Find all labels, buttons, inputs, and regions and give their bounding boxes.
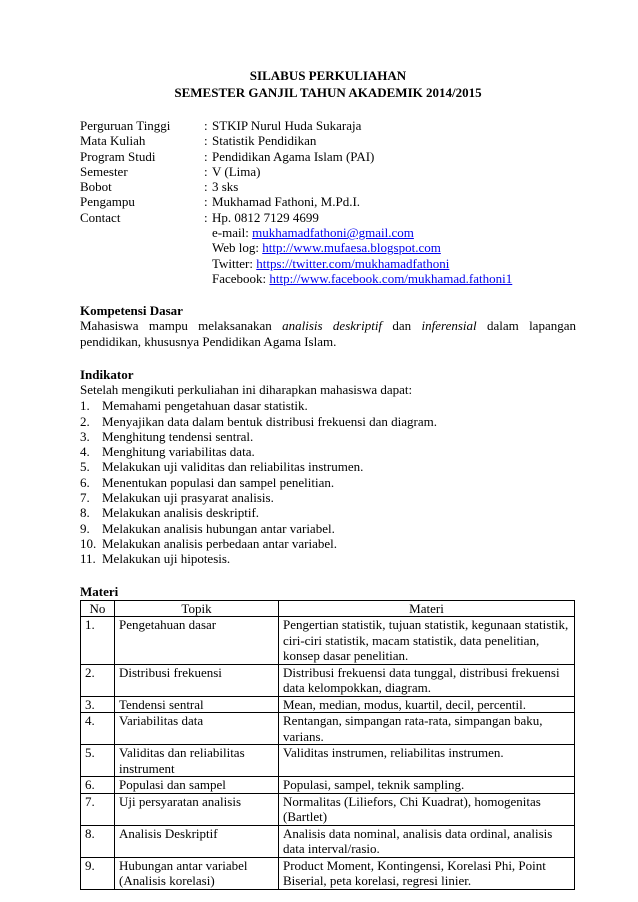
cell-topik: Uji persyaratan analisis xyxy=(115,793,279,825)
cell-materi: Pengertian statistik, tujuan statistik, kegunaan statistik, ciri-ciri statistik, macam statistik, data penelitian, konsep dasar penelitian. xyxy=(279,617,575,665)
cell-no: 9. xyxy=(81,857,115,889)
info-label: Pengampu xyxy=(80,194,135,210)
email-label: e-mail: xyxy=(212,225,249,241)
info-row-contact xyxy=(80,210,576,225)
contact-twitter xyxy=(80,256,576,271)
list-item xyxy=(80,444,576,459)
list-item-text: Melakukan uji hipotesis. xyxy=(102,551,231,567)
list-item xyxy=(80,414,576,429)
indikator-list xyxy=(80,398,576,566)
indikator-intro: Setelah mengikuti perkuliahan ini diharapkan mahasiswa dapat: xyxy=(80,382,413,398)
info-label: Mata Kuliah xyxy=(80,133,146,149)
info-separator: : xyxy=(204,194,208,210)
kompetensi-text xyxy=(80,318,576,350)
cell-topik: Analisis Deskriptif xyxy=(115,825,279,857)
kompetensi-text-pre: Mahasiswa mampu melaksanakan xyxy=(80,318,283,334)
contact-weblog xyxy=(80,240,576,255)
info-value: 3 sks xyxy=(212,179,239,195)
info-label: Bobot xyxy=(80,179,112,195)
list-item xyxy=(80,521,576,536)
cell-topik: Hubungan antar variabel (Analisis korelasi) xyxy=(115,857,279,889)
cell-no: 5. xyxy=(81,745,115,777)
table-row xyxy=(81,664,575,696)
info-value: Mukhamad Fathoni, M.Pd.I. xyxy=(212,194,361,210)
contact-email xyxy=(80,225,576,240)
list-item-number: 4. xyxy=(80,444,90,460)
info-value: V (Lima) xyxy=(212,163,261,179)
cell-topik: Validitas dan reliabilitas instrument xyxy=(115,745,279,777)
list-item xyxy=(80,429,576,444)
cell-materi: Validitas instrumen, reliabilitas instrumen. xyxy=(279,745,575,777)
list-item xyxy=(80,475,576,490)
cell-no: 3. xyxy=(81,696,115,713)
email-link[interactable]: mukhamadfathoni@gmail.com xyxy=(252,225,414,241)
kompetensi-em-inferential: inferensial xyxy=(421,318,477,334)
table-row xyxy=(81,617,575,665)
list-item xyxy=(80,551,576,566)
twitter-label: Twitter: xyxy=(212,255,253,271)
cell-materi: Distribusi frekuensi data tunggal, distribusi frekuensi data kelompokkan, diagram. xyxy=(279,664,575,696)
cell-topik: Tendensi sentral xyxy=(115,696,279,713)
list-item-number: 3. xyxy=(80,428,90,444)
contact-facebook xyxy=(80,271,576,286)
title-line-1: SILABUS PERKULIAHAN xyxy=(249,68,407,83)
list-item xyxy=(80,536,576,551)
cell-topik: Pengetahuan dasar xyxy=(115,617,279,665)
info-separator: : xyxy=(204,163,208,179)
list-item-number: 8. xyxy=(80,505,90,521)
table-row xyxy=(81,777,575,794)
cell-materi: Normalitas (Liliefors, Chi Kuadrat), homogenitas (Bartlet) xyxy=(279,793,575,825)
title-line-2: SEMESTER GANJIL TAHUN AKADEMIK 2014/2015 xyxy=(174,85,482,100)
info-separator: : xyxy=(204,133,208,149)
info-separator: : xyxy=(204,148,208,164)
weblog-label: Web log: xyxy=(212,240,259,256)
info-label: Contact xyxy=(80,209,121,225)
info-row-course xyxy=(80,133,576,148)
kompetensi-text-post: dalam lapangan pendidikan, khususnya Pendidikan Agama Islam. xyxy=(80,318,576,350)
facebook-label: Facebook: xyxy=(212,270,267,286)
document-title xyxy=(80,68,576,101)
cell-no: 4. xyxy=(81,713,115,745)
table-row xyxy=(81,793,575,825)
info-label: Semester xyxy=(80,163,128,179)
cell-no: 8. xyxy=(81,825,115,857)
list-item-number: 10. xyxy=(80,535,97,551)
info-label: Program Studi xyxy=(80,148,156,164)
info-separator: : xyxy=(204,179,208,195)
info-row-lecturer xyxy=(80,194,576,209)
column-header-topik: Topik xyxy=(115,600,279,617)
kompetensi-em-descriptive: analisis deskriptif xyxy=(282,318,383,334)
list-item-number: 2. xyxy=(80,413,90,429)
kompetensi-text-mid: dan xyxy=(382,318,422,334)
kompetensi-heading: Kompetensi Dasar xyxy=(80,303,183,319)
info-row-credits xyxy=(80,179,576,194)
cell-no: 1. xyxy=(81,617,115,665)
list-item-text: Melakukan analisis deskriptif. xyxy=(102,505,260,521)
list-item-text: Menyajikan data dalam bentuk distribusi frekuensi dan diagram. xyxy=(102,413,438,429)
info-row-program xyxy=(80,149,576,164)
list-item-number: 9. xyxy=(80,520,90,536)
cell-materi: Rentangan, simpangan rata-rata, simpangan baku, varians. xyxy=(279,713,575,745)
list-item-text: Melakukan uji validitas dan reliabilitas instrumen. xyxy=(102,459,364,475)
list-item xyxy=(80,398,576,413)
info-separator: : xyxy=(204,118,208,133)
table-header-row xyxy=(81,600,575,617)
list-item xyxy=(80,490,576,505)
table-row xyxy=(81,713,575,745)
cell-materi: Analisis data nominal, analisis data ordinal, analisis data interval/rasio. xyxy=(279,825,575,857)
indikator-heading: Indikator xyxy=(80,367,134,383)
cell-topik: Populasi dan sampel xyxy=(115,777,279,794)
list-item-text: Menghitung variabilitas data. xyxy=(102,444,255,460)
cell-topik: Variabilitas data xyxy=(115,713,279,745)
cell-no: 6. xyxy=(81,777,115,794)
info-label: Perguruan Tinggi xyxy=(80,118,171,133)
cell-topik: Distribusi frekuensi xyxy=(115,664,279,696)
info-value: Pendidikan Agama Islam (PAI) xyxy=(212,148,375,164)
info-value: Hp. 0812 7129 4699 xyxy=(212,209,319,225)
list-item-text: Menghitung tendensi sentral. xyxy=(102,428,254,444)
column-header-materi: Materi xyxy=(279,600,575,617)
list-item-text: Menentukan populasi dan sampel penelitian. xyxy=(102,474,335,490)
materi-heading: Materi xyxy=(80,583,119,599)
materi-table xyxy=(80,600,575,890)
list-item-number: 6. xyxy=(80,474,90,490)
cell-materi: Mean, median, modus, kuartil, decil, percentil. xyxy=(279,696,575,713)
info-row-institution xyxy=(80,118,576,133)
table-row xyxy=(81,825,575,857)
course-info xyxy=(80,118,576,286)
table-row xyxy=(81,857,575,889)
list-item-text: Melakukan analisis hubungan antar variabel. xyxy=(102,520,335,536)
facebook-link[interactable]: http://www.facebook.com/mukhamad.fathoni1 xyxy=(269,270,513,286)
list-item-text: Melakukan analisis perbedaan antar variabel. xyxy=(102,535,337,551)
list-item-number: 5. xyxy=(80,459,90,475)
info-row-semester xyxy=(80,164,576,179)
column-header-no: No xyxy=(81,600,115,617)
cell-no: 2. xyxy=(81,664,115,696)
info-separator: : xyxy=(204,209,208,225)
list-item-number: 11. xyxy=(80,551,96,567)
weblog-link[interactable]: http://www.mufaesa.blogspot.com xyxy=(262,240,441,256)
cell-materi: Populasi, sampel, teknik sampling. xyxy=(279,777,575,794)
list-item xyxy=(80,459,576,474)
list-item-text: Memahami pengetahuan dasar statistik. xyxy=(102,398,308,414)
list-item-text: Melakukan uji prasyarat analisis. xyxy=(102,490,274,506)
table-row xyxy=(81,745,575,777)
table-row xyxy=(81,696,575,713)
list-item xyxy=(80,505,576,520)
info-value: STKIP Nurul Huda Sukaraja xyxy=(212,118,362,133)
cell-no: 7. xyxy=(81,793,115,825)
list-item-number: 7. xyxy=(80,490,90,506)
info-value: Statistik Pendidikan xyxy=(212,133,317,149)
syllabus-page xyxy=(80,68,576,890)
list-item-number: 1. xyxy=(80,398,90,414)
twitter-link[interactable]: https://twitter.com/mukhamadfathoni xyxy=(256,255,450,271)
cell-materi: Product Moment, Kontingensi, Korelasi Phi, Point Biserial, peta korelasi, regresi linier. xyxy=(279,857,575,889)
